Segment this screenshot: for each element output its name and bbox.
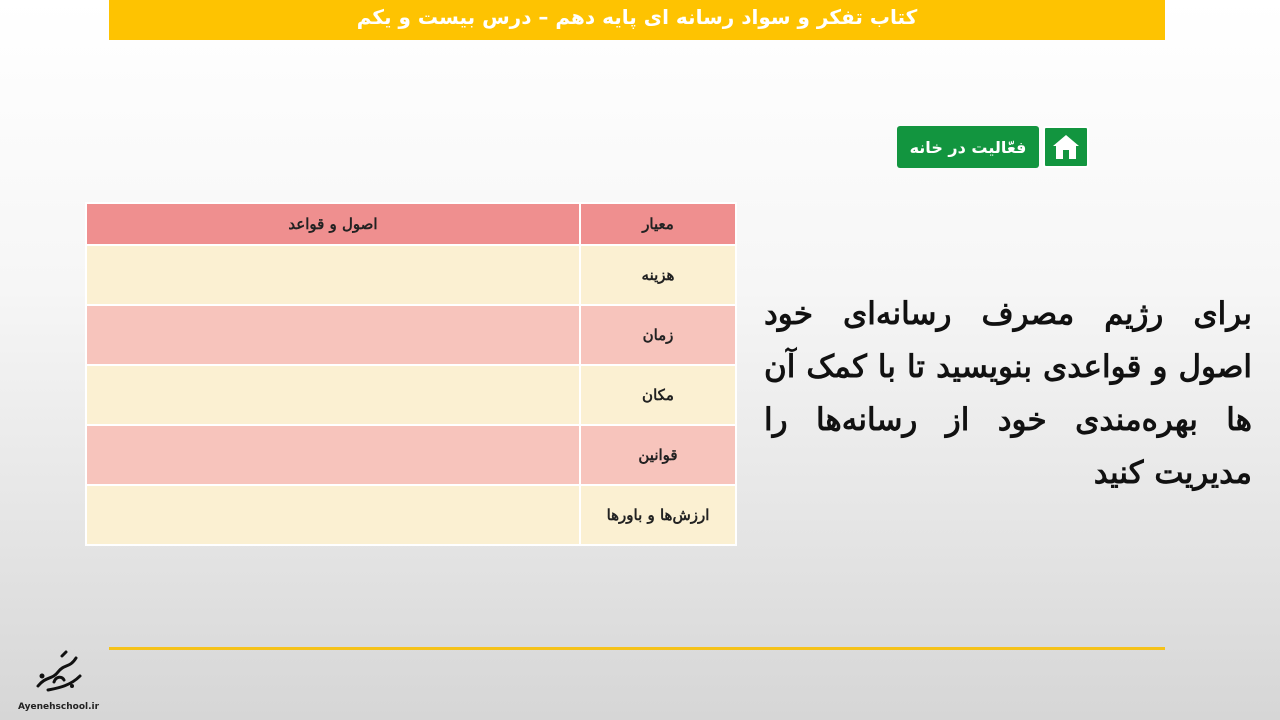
header-criterion: معیار <box>580 203 736 245</box>
header-bar <box>109 0 1165 40</box>
rules-cell <box>86 245 580 305</box>
activity-badge <box>897 126 1091 168</box>
header-title: کتاب تفکر و سواد رسانه ای پایه دهم – درس بیست و یکم <box>356 5 918 29</box>
site-logo <box>18 646 98 712</box>
criteria-table <box>85 202 737 546</box>
criterion-cell: قوانین <box>580 425 736 485</box>
logo-text: Ayenehschool.ir <box>18 702 100 712</box>
table-row <box>86 365 736 425</box>
criterion-cell: مکان <box>580 365 736 425</box>
criterion-cell: زمان <box>580 305 736 365</box>
footer-divider <box>109 647 1165 650</box>
rules-cell <box>86 305 580 365</box>
table-row <box>86 485 736 545</box>
header-rules: اصول و قواعد <box>86 203 580 245</box>
home-icon-box <box>1043 126 1089 168</box>
table-row <box>86 425 736 485</box>
table-header-row <box>86 203 736 245</box>
criterion-cell: ارزش‌ها و باورها <box>580 485 736 545</box>
table-row <box>86 305 736 365</box>
home-icon <box>1051 133 1081 161</box>
criterion-cell: هزینه <box>580 245 736 305</box>
rules-cell <box>86 485 580 545</box>
logo-calligraphy-icon <box>18 646 98 700</box>
rules-cell <box>86 425 580 485</box>
instruction-text: برای رژیم مصرف رسانه‌ای خود اصول و قواعدی بنویسید تا با کمک آن ها بهره‌مندی خود از رسانه‌ها را مدیریت کنید <box>764 296 1252 491</box>
table-row <box>86 245 736 305</box>
rules-cell <box>86 365 580 425</box>
activity-label: فعّالیت در خانه <box>897 126 1039 168</box>
